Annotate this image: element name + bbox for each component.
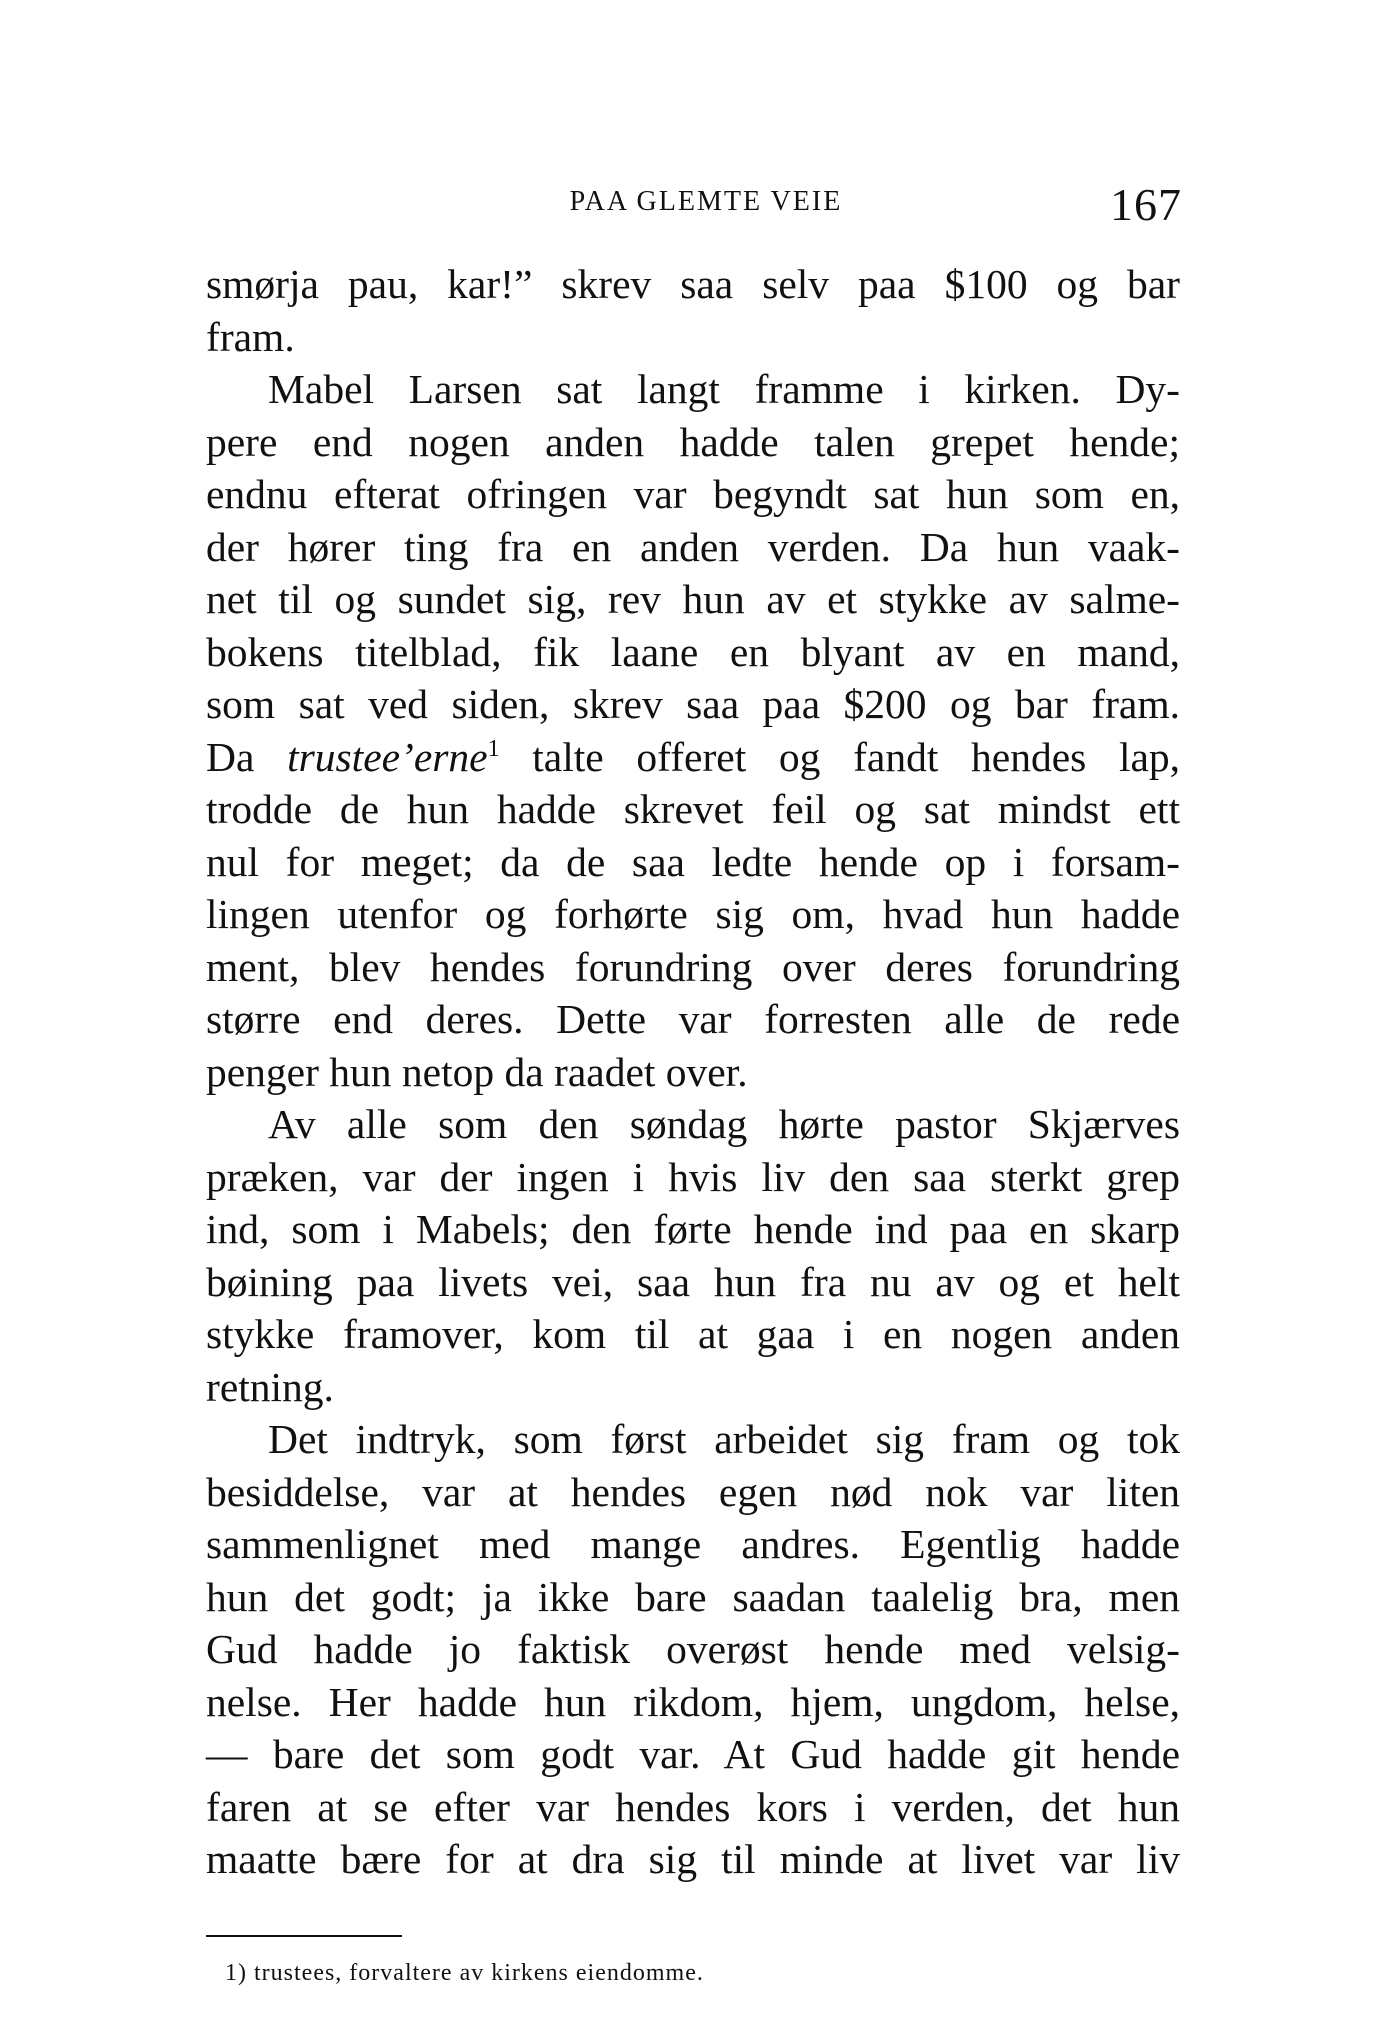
text-line: nelse. Her hadde hun rikdom, hjem, ungdom, helse, — [206, 1678, 1180, 1725]
text-line: retning. — [206, 1363, 334, 1410]
paragraph-first-line: Av alle som den søndag hørte pastor Skjærves — [268, 1101, 1180, 1147]
italic-term: trustee’erne — [287, 733, 488, 780]
text-line: præken, var der ingen i hvis liv den saa sterkt grep — [206, 1153, 1180, 1200]
paragraph-first-line: Det indtryk, som først arbeidet sig fram og tok — [268, 1416, 1180, 1462]
text-line: trodde de hun hadde skrevet feil og sat mindst ett — [206, 786, 1180, 832]
text-line: Gud hadde jo faktisk overøst hende med velsig- — [206, 1626, 1180, 1672]
running-title: PAA GLEMTE VEIE — [569, 186, 843, 217]
paragraph-first-line: Mabel Larsen sat langt framme i kirken. Dy- — [268, 366, 1180, 412]
body-text — [206, 258, 1180, 1886]
text-line: der hører ting fra en anden verden. Da hun vaak- — [206, 523, 1180, 570]
text-line: sammenlignet med mange andres. Egentlig hadde — [206, 1521, 1180, 1567]
footnote: 1) trustees, forvaltere av kirkens eiendomme. — [225, 1960, 704, 1986]
page-number: 167 — [1110, 179, 1182, 230]
text-line: penger hun netop da raadet over. — [206, 1048, 748, 1095]
text-line: net til og sundet sig, rev hun av et stykke av salme- — [206, 576, 1180, 622]
text-line: faren at se efter var hendes kors i verden, det hun — [206, 1783, 1180, 1830]
text-line-with-footnote — [206, 731, 1180, 784]
running-head — [206, 178, 1206, 228]
text-line: maatte bære for at dra sig til minde at livet var liv — [206, 1836, 1180, 1882]
text-line: endnu efterat ofringen var begyndt sat hun som en, — [206, 471, 1180, 517]
line-end: talte offeret og fandt hendes lap, — [532, 733, 1181, 780]
text-line: besiddelse, var at hendes egen nød nok var liten — [206, 1468, 1180, 1515]
text-line: pere end nogen anden hadde talen grepet hende; — [206, 418, 1180, 465]
text-line: bøining paa livets vei, saa hun fra nu av og et helt — [206, 1258, 1180, 1305]
text-line: ind, som i Mabels; den førte hende ind paa en skarp — [206, 1206, 1180, 1252]
line-start: Da — [206, 733, 255, 780]
text-line: bokens titelblad, fik laane en blyant av en mand, — [206, 628, 1180, 675]
text-line: ment, blev hendes forundring over deres forundring — [206, 943, 1180, 990]
text-line: — bare det som godt var. At Gud hadde git hende — [206, 1731, 1180, 1777]
text-line: som sat ved siden, skrev saa paa $200 og bar fram. — [206, 681, 1180, 727]
text-line: stykke framover, kom til at gaa i en nogen anden — [206, 1311, 1180, 1357]
text-line: hun det godt; ja ikke bare saadan taalelig bra, men — [206, 1573, 1180, 1620]
footnote-marker: 1 — [487, 735, 500, 762]
footnote-rule — [206, 1935, 402, 1937]
text-line: lingen utenfor og forhørte sig om, hvad hun hadde — [206, 891, 1180, 937]
text-line: større end deres. Dette var forresten alle de rede — [206, 996, 1180, 1042]
text-line: smørja pau, kar!” skrev saa selv paa $100 og bar — [206, 261, 1180, 307]
text-line: nul for meget; da de saa ledte hende op i forsam- — [206, 838, 1180, 885]
text-line: fram. — [206, 313, 295, 360]
